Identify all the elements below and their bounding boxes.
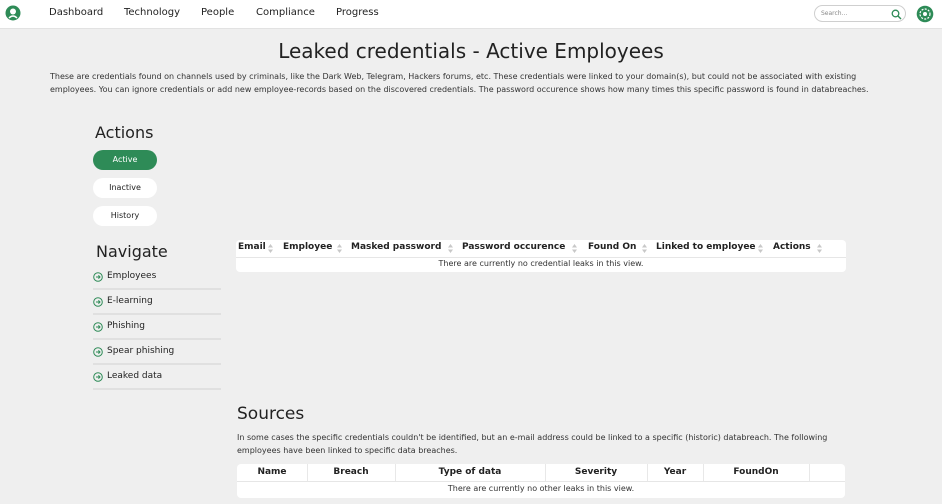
column-header-password-occurence[interactable]: Password occurence <box>462 242 566 252</box>
page-title: Leaked credentials - Active Employees <box>278 39 664 63</box>
page-intro: These are credentials found on channels used by criminals, like the Dark Web, Telegram, Hackers forums, etc. These credentials were linked to your domain(s), but could not be associated with existing employees. You can ignore credentials or add new employee-records based on the discovered credentials. The password occurence shows how many times this specific password is found in databreaches. <box>50 72 869 94</box>
nav-people[interactable]: People <box>201 7 235 18</box>
credentials-empty-message: There are currently no credential leaks in this view. <box>438 259 644 268</box>
top-navbar <box>0 0 942 29</box>
arrow-circle-right-icon <box>93 272 103 282</box>
arrow-circle-right-icon <box>93 347 103 357</box>
column-divider <box>809 464 810 481</box>
arrow-circle-right-icon <box>93 372 103 382</box>
credentials-table <box>236 240 846 272</box>
sources-heading: Sources <box>237 404 305 424</box>
filter-active-button[interactable]: Active <box>93 150 157 170</box>
sources-empty-message: There are currently no other leaks in this view. <box>447 484 635 493</box>
navigate-elearning-link[interactable] <box>93 292 221 315</box>
column-header-type-of-data[interactable]: Type of data <box>438 467 502 477</box>
sources-table <box>237 464 845 498</box>
column-header-linked-to-employee[interactable]: Linked to employee <box>656 242 756 252</box>
navigate-spear-phishing-link[interactable] <box>93 342 221 365</box>
navigate-link-label: Employees <box>107 271 157 281</box>
navigate-link-label: Spear phishing <box>107 346 175 356</box>
nav-compliance[interactable]: Compliance <box>256 7 315 18</box>
navigate-link-label: Phishing <box>107 321 145 331</box>
search-input[interactable] <box>821 10 885 17</box>
navigate-link-label: Leaked data <box>107 371 163 381</box>
sort-icon[interactable] <box>447 243 454 254</box>
sort-icon[interactable] <box>816 243 823 254</box>
sort-icon[interactable] <box>336 243 343 254</box>
brand-logo-icon[interactable] <box>5 5 21 22</box>
column-header-masked-password[interactable]: Masked password <box>351 242 442 252</box>
navigate-leaked-data-link[interactable] <box>93 367 221 390</box>
sort-icon[interactable] <box>267 243 274 254</box>
column-header-found-on[interactable]: FoundOn <box>733 467 779 477</box>
column-header-severity[interactable]: Severity <box>574 467 618 477</box>
table-divider <box>237 481 845 482</box>
nav-progress[interactable]: Progress <box>336 7 379 18</box>
filter-inactive-button[interactable]: Inactive <box>93 178 157 198</box>
navigate-phishing-link[interactable] <box>93 317 221 340</box>
sort-icon[interactable] <box>641 243 648 254</box>
nav-dashboard[interactable]: Dashboard <box>49 7 104 18</box>
sort-icon[interactable] <box>757 243 764 254</box>
gear-icon[interactable] <box>916 5 934 23</box>
column-header-name[interactable]: Name <box>257 467 287 477</box>
column-header-found-on[interactable]: Found On <box>588 242 637 252</box>
search-icon[interactable] <box>891 9 902 20</box>
navigate-employees-link[interactable] <box>93 267 221 290</box>
navigate-heading: Navigate <box>96 242 168 261</box>
nav-technology[interactable]: Technology <box>124 7 181 18</box>
column-header-breach[interactable]: Breach <box>333 467 369 477</box>
column-header-employee[interactable]: Employee <box>283 242 333 252</box>
actions-heading: Actions <box>95 123 154 142</box>
column-header-year[interactable]: Year <box>663 467 687 477</box>
filter-history-button[interactable]: History <box>93 206 157 226</box>
search-box <box>814 5 906 22</box>
arrow-circle-right-icon <box>93 297 103 307</box>
sources-description: In some cases the specific credentials couldn't be identified, but an e-mail address could be linked to a specific (historic) databreach. The following employees have been linked to specific data breaches. <box>237 433 828 455</box>
sort-icon[interactable] <box>571 243 578 254</box>
arrow-circle-right-icon <box>93 322 103 332</box>
column-header-actions[interactable]: Actions <box>773 242 811 252</box>
column-header-email[interactable]: Email <box>238 242 266 252</box>
navigate-link-label: E-learning <box>107 296 153 306</box>
table-divider <box>236 257 846 258</box>
